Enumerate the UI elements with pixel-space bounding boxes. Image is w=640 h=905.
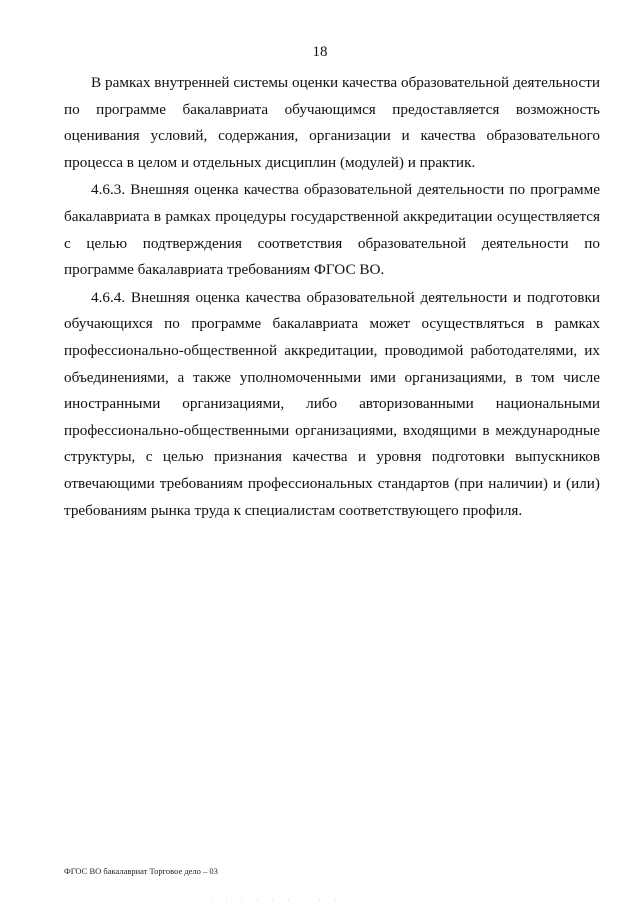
page-number: 18	[312, 44, 328, 60]
paragraph-4-6-3: 4.6.3. Внешняя оценка качества образовательной деятельности по программе бакалавриата в рамках процедуры государственной аккредитации осуществляется с целью подтверждения соответствия образовательной деятельности по программе бакалавриата требованиям ФГОС ВО.	[64, 181, 600, 279]
document-footer: ФГОС ВО бакалавриат Торговое дело – 03	[64, 866, 218, 876]
document-body	[64, 70, 600, 525]
paragraph-internal-assessment: В рамках внутренней системы оценки качества образовательной деятельности по программе бакалавриата обучающимся предоставляется возможность оценивания условий, содержания, организации и качества образовательного процесса в целом и отдельных дисциплин (модулей) и практик.	[64, 74, 600, 171]
paragraph-4-6-4: 4.6.4. Внешняя оценка качества образовательной деятельности и подготовки обучающихся по программе бакалавриата может осуществляться в рамках профессионально-общественной аккредитации, проводимой работодателями, их объединениями, а также уполномоченными ими организациями, в том числе иностранными организациями, либо авторизованными национальными профессионально-общественными организациями, входящими в международные структуры, с целью признания качества и уровня подготовки выпускников отвечающими требованиям профессиональных стандартов (при наличии) и (или) требованиям рынка труда к специалистам соответствующего профиля.	[64, 288, 600, 519]
scan-artifact: · · · · · · · · ·	[210, 897, 342, 903]
